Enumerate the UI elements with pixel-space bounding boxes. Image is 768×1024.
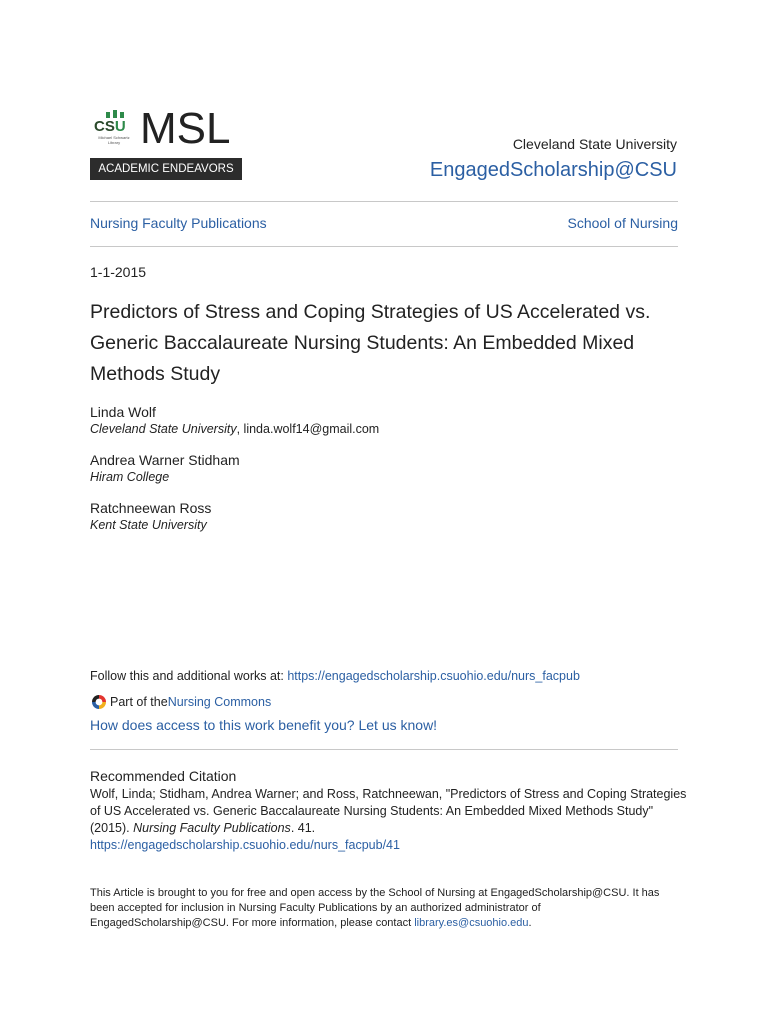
article-title: Predictors of Stress and Coping Strategies of US Accelerated vs. Generic Baccalaureate Nursing Students: An Embedded Mixed Methods Study <box>90 301 651 385</box>
msl-wordmark: MSL <box>140 104 231 153</box>
csu-library-mark <box>94 110 138 150</box>
network-commons-icon <box>90 693 108 711</box>
citation-text: Wolf, Linda; Stidham, Andrea Warner; and Ross, Ratchneewan, "Predictors of Stress and Coping Strategies of US Accelerated vs. Generic Baccalaureate Nursing Students: An Embedded Mixed Methods Study" (2015). Nursing Faculty Publications. 41. https://engagedscholarship.csuohio.edu/nurs_facpub/41 <box>90 787 687 852</box>
collection-link[interactable]: Nursing Faculty Publications <box>90 215 267 231</box>
contact-email-link[interactable]: library.es@csuohio.edu <box>414 917 529 929</box>
access-notice: This Article is brought to you for free and open access by the School of Nursing at EngagedScholarship@CSU. It has been accepted for inclusion in Nursing Faculty Publications by an authorized administrator of EngagedScholarship@CSU. For more information, please contact library.es@csuohio.edu. <box>90 887 660 929</box>
citation-url-link[interactable]: https://engagedscholarship.csuohio.edu/nurs_facpub/41 <box>90 838 400 852</box>
msl-logo <box>90 104 242 180</box>
author-entry <box>90 403 590 437</box>
divider-citation <box>90 749 678 750</box>
divider-top <box>90 201 678 202</box>
part-of-line: Part of the Nursing Commons <box>90 692 271 712</box>
collection-bar <box>90 214 678 232</box>
crown-icon <box>104 110 126 118</box>
follow-line: Follow this and additional works at: https://engagedscholarship.csuohio.edu/nurs_facpub <box>90 669 580 683</box>
csu-letters: CSU <box>94 118 126 135</box>
university-name: Cleveland State University <box>512 136 677 152</box>
publication-date: 1-1-2015 <box>90 264 147 280</box>
access-feedback-link[interactable]: How does access to this work benefit you? Let us know! <box>90 717 438 733</box>
repository-link[interactable]: EngagedScholarship@CSU <box>429 159 677 181</box>
author-name: Ratchneewan Ross <box>90 500 212 516</box>
follow-url-link[interactable]: https://engagedscholarship.csuohio.edu/nurs_facpub <box>287 669 580 683</box>
department-link[interactable]: School of Nursing <box>567 215 678 231</box>
university-header <box>430 136 677 183</box>
author-affiliation: Hiram College <box>90 470 170 484</box>
nursing-commons-link[interactable]: Nursing Commons <box>167 695 272 709</box>
author-entry <box>90 451 590 485</box>
divider-collections <box>90 246 678 247</box>
citation-heading: Recommended Citation <box>90 768 237 784</box>
author-name: Andrea Warner Stidham <box>90 452 240 468</box>
author-name: Linda Wolf <box>90 404 156 420</box>
academic-endeavors-band: ACADEMIC ENDEAVORS <box>90 158 242 180</box>
author-affiliation: Kent State University <box>90 518 207 532</box>
author-affiliation: Cleveland State University, linda.wolf14@gmail.com <box>90 422 380 436</box>
author-entry <box>90 499 590 533</box>
library-caption: Michael Schwartz Library <box>98 135 130 145</box>
